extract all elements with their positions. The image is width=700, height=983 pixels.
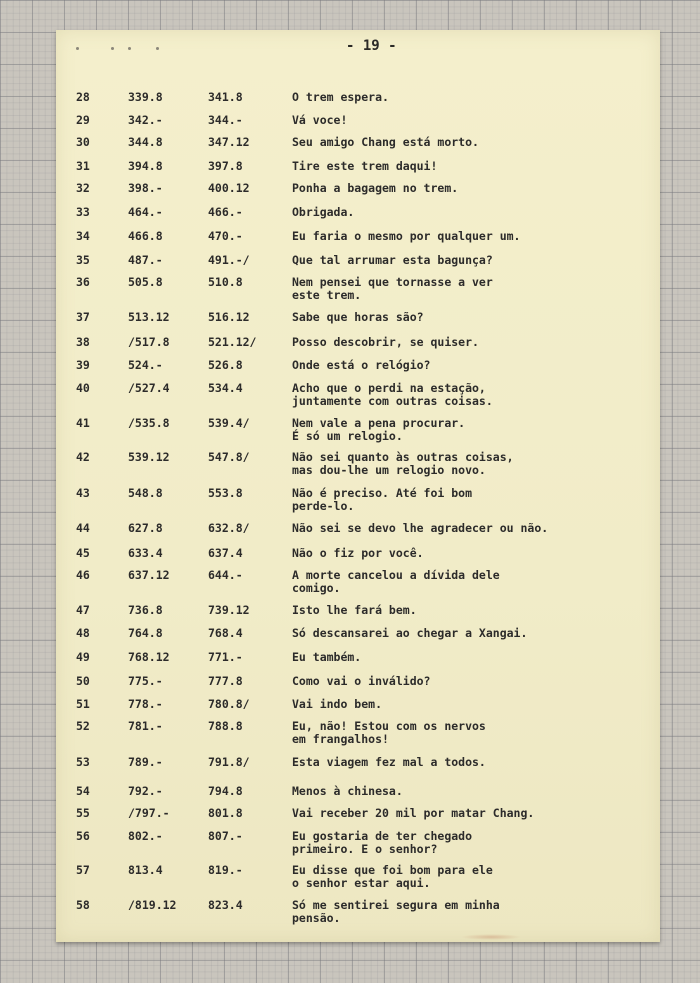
- subtitle-text: Posso descobrir, se quiser.: [292, 335, 479, 349]
- subtitle-text: Vai receber 20 mil por matar Chang.: [292, 806, 535, 820]
- subtitle-text: Eu disse que foi bom para ele o senhor estar aqui.: [292, 863, 493, 890]
- subtitle-number: 51: [76, 697, 90, 711]
- subtitle-number: 46: [76, 568, 90, 582]
- subtitle-number: 50: [76, 674, 90, 688]
- timecode-in: /797.-: [128, 806, 170, 820]
- timecode-out: 553.8: [208, 486, 243, 500]
- timecode-out: 341.8: [208, 90, 243, 104]
- timecode-in: 344.8: [128, 135, 163, 149]
- timecode-in: 781.-: [128, 719, 163, 733]
- timecode-out: 780.8/: [208, 697, 250, 711]
- subtitle-number: 57: [76, 863, 90, 877]
- timecode-out: 347.12: [208, 135, 250, 149]
- timecode-in: 505.8: [128, 275, 163, 289]
- timecode-out: 794.8: [208, 784, 243, 798]
- timecode-out: 491.-/: [208, 253, 250, 267]
- subtitle-text: Vai indo bem.: [292, 697, 383, 711]
- timecode-out: 823.4: [208, 898, 243, 912]
- timecode-in: 764.8: [128, 626, 163, 640]
- subtitle-number: 32: [76, 181, 90, 195]
- subtitle-number: 31: [76, 159, 90, 173]
- subtitle-text: Só me sentirei segura em minha pensão.: [292, 898, 500, 925]
- timecode-out: 526.8: [208, 358, 243, 372]
- timecode-in: 736.8: [128, 603, 163, 617]
- timecode-in: 792.-: [128, 784, 163, 798]
- subtitle-text: Não o fiz por você.: [292, 546, 424, 560]
- subtitle-number: 54: [76, 784, 90, 798]
- subtitle-text: Sabe que horas são?: [292, 310, 424, 324]
- timecode-out: 644.-: [208, 568, 243, 582]
- timecode-in: 633.4: [128, 546, 163, 560]
- timecode-in: 339.8: [128, 90, 163, 104]
- subtitle-number: 55: [76, 806, 90, 820]
- subtitle-text: Isto lhe fará bem.: [292, 603, 417, 617]
- timecode-in: 768.12: [128, 650, 170, 664]
- timecode-in: 802.-: [128, 829, 163, 843]
- subtitle-text: A morte cancelou a dívida dele comigo.: [292, 568, 500, 595]
- subtitle-number: 38: [76, 335, 90, 349]
- subtitle-text: Não sei quanto às outras coisas, mas dou-lhe um relogio novo.: [292, 450, 514, 477]
- subtitle-text: Nem pensei que tornasse a ver este trem.: [292, 275, 493, 302]
- subtitle-text: Eu, não! Estou com os nervos em frangalhos!: [292, 719, 486, 746]
- subtitle-text: Que tal arrumar esta bagunça?: [292, 253, 493, 267]
- timecode-in: /819.12: [128, 898, 177, 912]
- subtitle-text: Como vai o inválido?: [292, 674, 431, 688]
- timecode-in: 539.12: [128, 450, 170, 464]
- subtitle-number: 39: [76, 358, 90, 372]
- timecode-out: 534.4: [208, 381, 243, 395]
- timecode-in: /517.8: [128, 335, 170, 349]
- subtitle-text: Ponha a bagagem no trem.: [292, 181, 459, 195]
- timecode-out: 768.4: [208, 626, 243, 640]
- subtitle-number: 41: [76, 416, 90, 430]
- subtitle-number: 35: [76, 253, 90, 267]
- timecode-out: 637.4: [208, 546, 243, 560]
- timecode-in: 398.-: [128, 181, 163, 195]
- timecode-in: 342.-: [128, 113, 163, 127]
- subtitle-text: Eu gostaria de ter chegado primeiro. E o senhor?: [292, 829, 473, 856]
- timecode-out: 771.-: [208, 650, 243, 664]
- timecode-out: 777.8: [208, 674, 243, 688]
- timecode-out: 539.4/: [208, 416, 250, 430]
- subtitle-number: 53: [76, 755, 90, 769]
- subtitle-number: 42: [76, 450, 90, 464]
- subtitle-number: 52: [76, 719, 90, 733]
- subtitle-text: Seu amigo Chang está morto.: [292, 135, 479, 149]
- timecode-out: 807.-: [208, 829, 243, 843]
- timecode-out: 400.12: [208, 181, 250, 195]
- subtitle-text: Nem vale a pena procurar. É só um relogio.: [292, 416, 466, 443]
- timecode-out: 547.8/: [208, 450, 250, 464]
- subtitle-number: 49: [76, 650, 90, 664]
- timecode-out: 470.-: [208, 229, 243, 243]
- subtitle-text: Acho que o perdi na estação, juntamente com outras coisas.: [292, 381, 493, 408]
- timecode-out: 344.-: [208, 113, 243, 127]
- subtitle-number: 29: [76, 113, 90, 127]
- timecode-in: 637.12: [128, 568, 170, 582]
- subtitle-number: 56: [76, 829, 90, 843]
- timecode-out: 466.-: [208, 205, 243, 219]
- subtitle-text: Eu faria o mesmo por qualquer um.: [292, 229, 521, 243]
- subtitle-number: 47: [76, 603, 90, 617]
- subtitle-number: 37: [76, 310, 90, 324]
- timecode-out: 739.12: [208, 603, 250, 617]
- subtitle-number: 48: [76, 626, 90, 640]
- subtitle-text: Onde está o relógio?: [292, 358, 431, 372]
- timecode-out: 397.8: [208, 159, 243, 173]
- timecode-in: 627.8: [128, 521, 163, 535]
- timecode-out: 791.8/: [208, 755, 250, 769]
- timecode-in: 487.-: [128, 253, 163, 267]
- timecode-in: 778.-: [128, 697, 163, 711]
- subtitle-text: Esta viagem fez mal a todos.: [292, 755, 486, 769]
- subtitle-text: Não sei se devo lhe agradecer ou não.: [292, 521, 549, 535]
- typed-page: [56, 30, 660, 942]
- timecode-out: 521.12/: [208, 335, 257, 349]
- subtitle-number: 30: [76, 135, 90, 149]
- timecode-in: /535.8: [128, 416, 170, 430]
- subtitle-text: Tire este trem daqui!: [292, 159, 438, 173]
- timecode-in: 466.8: [128, 229, 163, 243]
- page-number: - 19 -: [346, 38, 397, 54]
- subtitle-text: Só descansarei ao chegar a Xangai.: [292, 626, 528, 640]
- subtitle-number: 58: [76, 898, 90, 912]
- subtitle-text: Menos à chinesa.: [292, 784, 403, 798]
- timecode-in: 775.-: [128, 674, 163, 688]
- subtitle-number: 33: [76, 205, 90, 219]
- subtitle-text: Vá voce!: [292, 113, 348, 127]
- subtitle-number: 44: [76, 521, 90, 535]
- subtitle-number: 40: [76, 381, 90, 395]
- timecode-out: 632.8/: [208, 521, 250, 535]
- subtitle-number: 28: [76, 90, 90, 104]
- subtitle-text: O trem espera.: [292, 90, 389, 104]
- timecode-in: /527.4: [128, 381, 170, 395]
- timecode-out: 516.12: [208, 310, 250, 324]
- timecode-in: 524.-: [128, 358, 163, 372]
- timecode-in: 513.12: [128, 310, 170, 324]
- timecode-in: 394.8: [128, 159, 163, 173]
- subtitle-text: Obrigada.: [292, 205, 355, 219]
- timecode-out: 801.8: [208, 806, 243, 820]
- subtitle-number: 43: [76, 486, 90, 500]
- stain: [461, 934, 521, 940]
- timecode-in: 464.-: [128, 205, 163, 219]
- subtitle-text: Não é preciso. Até foi bom perde-lo.: [292, 486, 473, 513]
- subtitle-number: 36: [76, 275, 90, 289]
- timecode-out: 510.8: [208, 275, 243, 289]
- timecode-in: 813.4: [128, 863, 163, 877]
- timecode-out: 788.8: [208, 719, 243, 733]
- timecode-in: 789.-: [128, 755, 163, 769]
- timecode-out: 819.-: [208, 863, 243, 877]
- subtitle-text: Eu também.: [292, 650, 362, 664]
- timecode-in: 548.8: [128, 486, 163, 500]
- subtitle-number: 34: [76, 229, 90, 243]
- subtitle-number: 45: [76, 546, 90, 560]
